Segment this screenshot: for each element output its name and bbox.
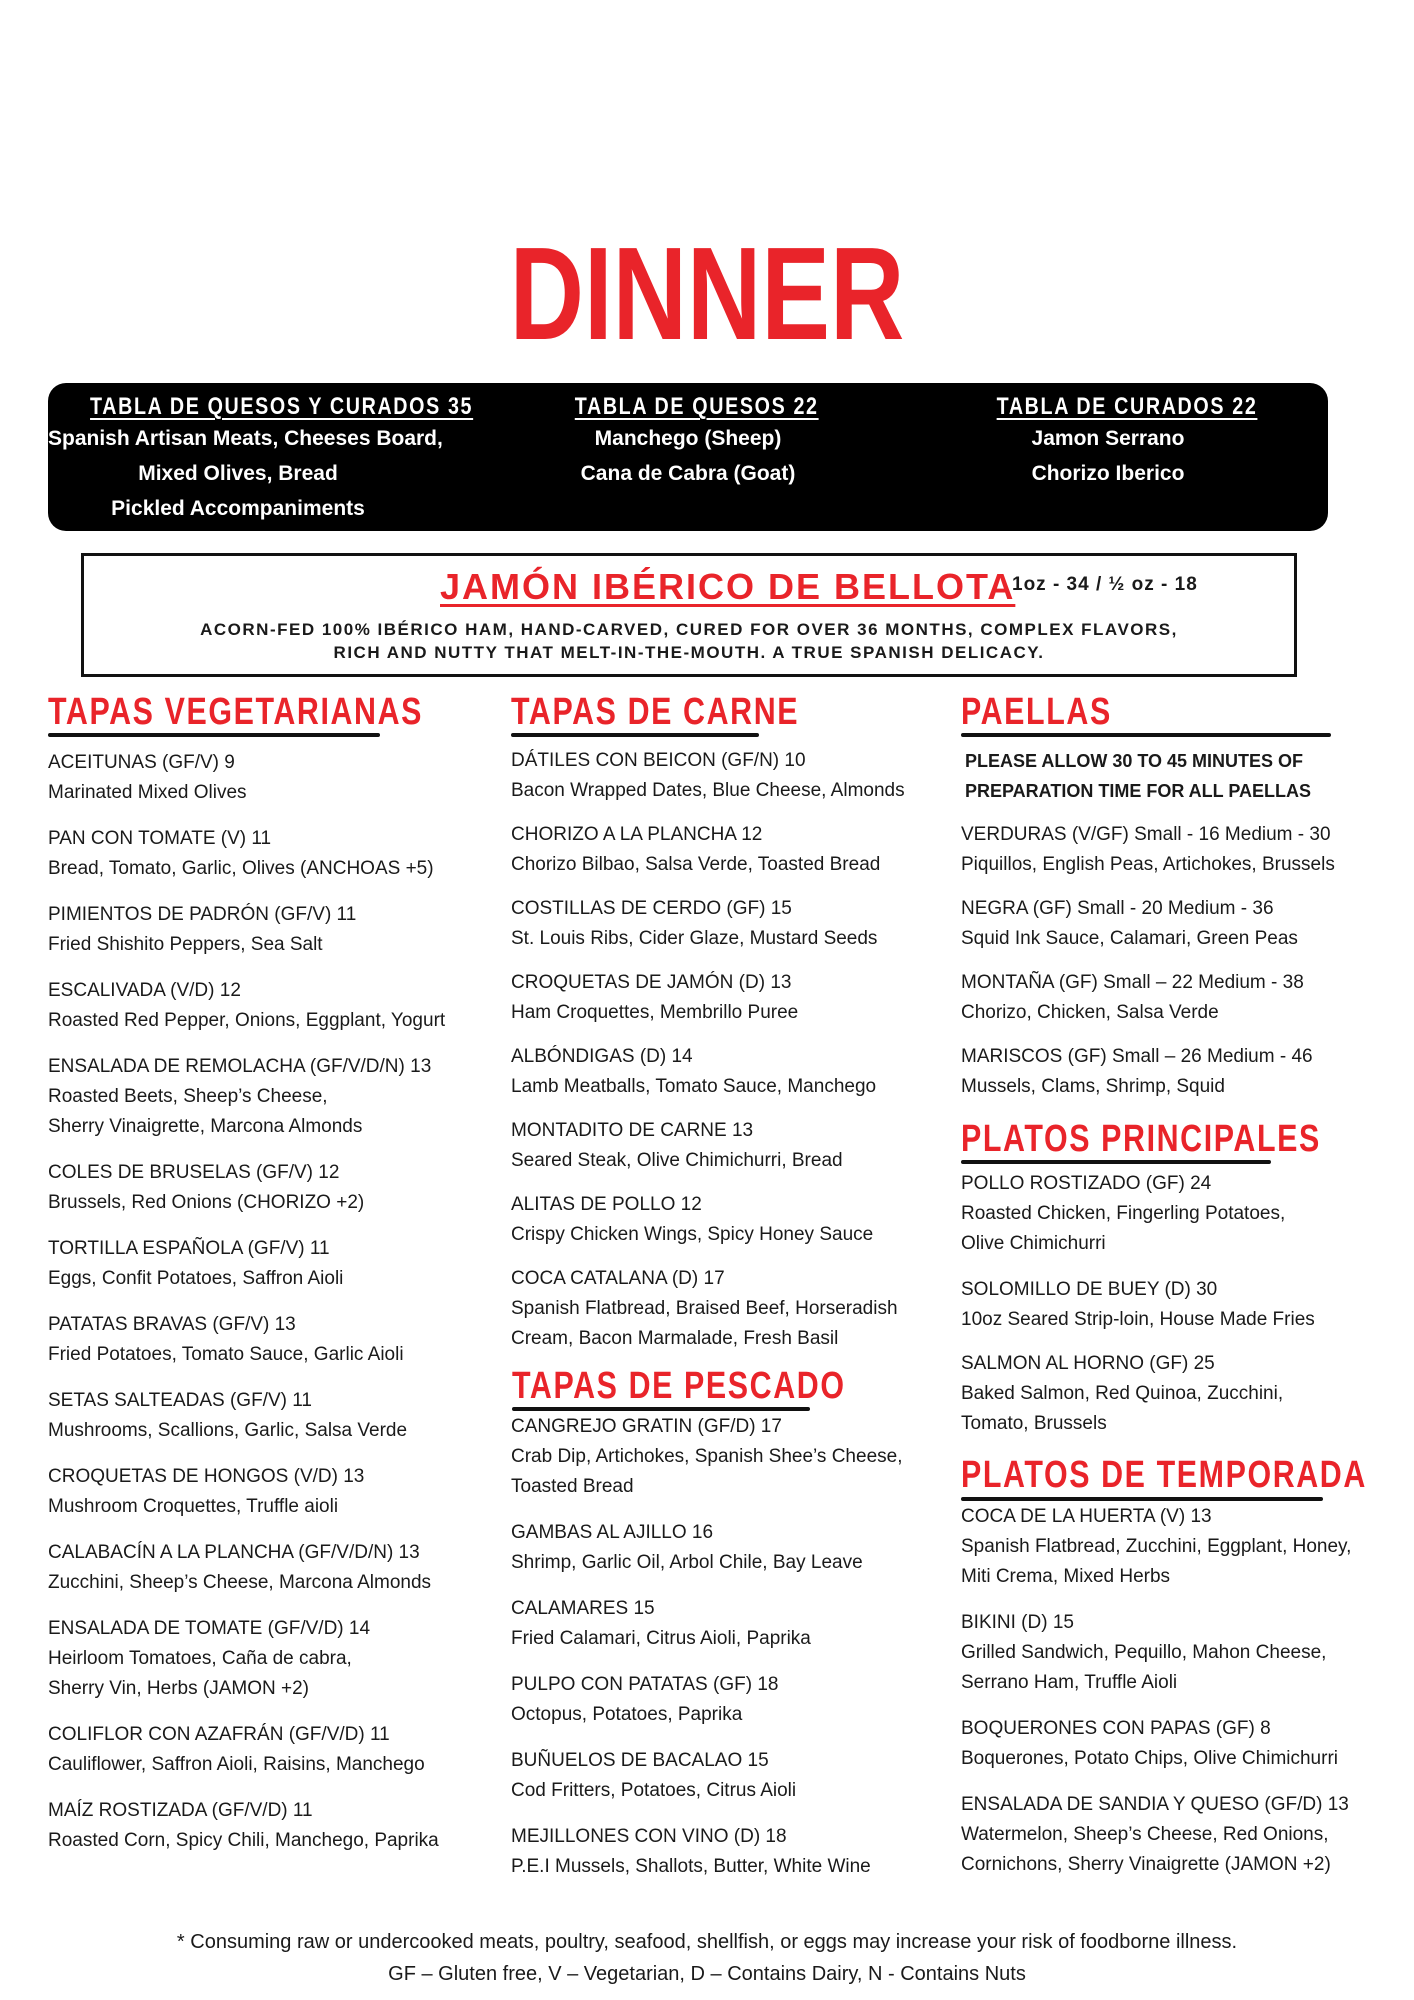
menu-item [511,1594,811,1654]
menu-item-description: Bread, Tomato, Garlic, Olives (ANCHOAS +5) [48,858,434,879]
menu-item-name: PATATAS BRAVAS (GF/V) 13 [48,1314,296,1335]
menu-item [48,1538,431,1598]
menu-item-name: TORTILLA ESPAÑOLA (GF/V) 11 [48,1238,330,1259]
menu-item-description: Cod Fritters, Potatoes, Citrus Aioli [511,1780,797,1801]
board-line: Mixed Olives, Bread [138,462,338,485]
menu-item [511,1518,863,1578]
menu-item-description: Fried Potatoes, Tomato Sauce, Garlic Aioli [48,1344,404,1365]
menu-item-description: Mushroom Croquettes, Truffle aioli [48,1496,339,1517]
menu-item [48,1386,407,1446]
menu-item [961,968,1304,1028]
menu-item-description: Marinated Mixed Olives [48,782,247,803]
menu-item-name: ENSALADA DE SANDIA Y QUESO (GF/D) 13 [961,1794,1349,1815]
board-curados [968,393,1258,491]
menu-item [48,976,445,1036]
board-heading: TABLA DE QUESOS 22 [574,393,819,420]
menu-item [48,748,247,808]
menu-item-description: Chorizo Bilbao, Salsa Verde, Toasted Bread [511,854,881,875]
menu-item-description: Boquerones, Potato Chips, Olive Chimichurri [961,1748,1339,1769]
menu-item-name: PULPO CON PATATAS (GF) 18 [511,1674,779,1695]
menu-item-description: Toasted Bread [511,1476,634,1497]
menu-item-description: Watermelon, Sheep’s Cheese, Red Onions, [961,1824,1329,1845]
board-quesos-y-curados [48,393,474,526]
menu-item-description: Chorizo, Chicken, Salsa Verde [961,1002,1219,1023]
menu-item-description: Heirloom Tomatoes, Caña de cabra, [48,1648,352,1669]
menu-item-description: Olive Chimichurri [961,1233,1106,1254]
paellas-note-line: PREPARATION TIME FOR ALL PAELLAS [965,781,1311,801]
boards-banner [48,383,1328,531]
jamon-desc-line: RICH AND NUTTY THAT MELT-IN-THE-MOUTH. A TRUE SPANISH DELICACY. [333,643,1045,662]
menu-item-description: Roasted Red Pepper, Onions, Eggplant, Yogurt [48,1010,446,1031]
menu-item-name: SALMON AL HORNO (GF) 25 [961,1353,1215,1374]
menu-item-description: Zucchini, Sheep’s Cheese, Marcona Almonds [48,1572,432,1593]
section-rule [961,1160,1271,1164]
menu-item-description: Sherry Vinaigrette, Marcona Almonds [48,1116,363,1137]
menu-item-description: Cornichons, Sherry Vinaigrette (JAMON +2) [961,1854,1331,1875]
menu-item-name: COCA CATALANA (D) 17 [511,1268,725,1289]
menu-item-description: Lamb Meatballs, Tomato Sauce, Manchego [511,1076,877,1097]
menu-item-description: Baked Salmon, Red Quinoa, Zucchini, [961,1383,1284,1404]
menu-item-name: COSTILLAS DE CERDO (GF) 15 [511,898,792,919]
menu-item-description: Mushrooms, Scallions, Garlic, Salsa Verde [48,1420,408,1441]
menu-item [961,1608,1326,1698]
section-heading-pescado: TAPAS DE PESCADO [512,1365,846,1407]
menu-item [511,894,877,954]
menu-item-description: Bacon Wrapped Dates, Blue Cheese, Almonds [511,780,905,801]
menu-item-name: PIMIENTOS DE PADRÓN (GF/V) 11 [48,904,357,925]
menu-item [511,1042,876,1102]
menu-item [48,1796,439,1856]
page-title: DINNER [509,220,905,367]
menu-item [48,1720,425,1780]
section-heading-principales: PLATOS PRINCIPALES [961,1118,1321,1160]
menu-item-name: MONTAÑA (GF) Small – 22 Medium - 38 [961,972,1304,993]
menu-item-description: Cream, Bacon Marmalade, Fresh Basil [511,1328,839,1349]
menu-item-description: Crispy Chicken Wings, Spicy Honey Sauce [511,1224,874,1245]
menu-item [511,1670,778,1730]
menu-item [48,1052,431,1142]
menu-item-description: Roasted Beets, Sheep’s Cheese, [48,1086,328,1107]
menu-item-description: Serrano Ham, Truffle Aioli [961,1672,1178,1693]
menu-item-description: Roasted Chicken, Fingerling Potatoes, [961,1203,1286,1224]
menu-item [48,1614,370,1704]
board-line: Chorizo Iberico [1031,462,1185,485]
jamon-price: 1oz - 34 / ½ oz - 18 [1012,574,1198,595]
menu-item-description: St. Louis Ribs, Cider Glaze, Mustard Seeds [511,928,878,949]
section-rule [512,1407,810,1411]
menu-item-description: P.E.I Mussels, Shallots, Butter, White Wine [511,1856,871,1877]
menu-item [961,1502,1351,1592]
menu-item-description: Fried Shishito Peppers, Sea Salt [48,934,323,955]
section-rule [961,1497,1323,1501]
menu-item-description: Fried Calamari, Citrus Aioli, Paprika [511,1628,811,1649]
menu-item-name: SETAS SALTEADAS (GF/V) 11 [48,1390,312,1411]
menu-item [511,1746,796,1806]
menu-item [511,1116,843,1176]
section-rule [961,733,1331,737]
menu-item-description: Ham Croquettes, Membrillo Puree [511,1002,799,1023]
menu-item [511,1190,873,1250]
menu-item [961,820,1335,880]
menu-item [511,1822,871,1882]
menu-item-name: ESCALIVADA (V/D) 12 [48,980,241,1001]
menu-item-name: DÁTILES CON BEICON (GF/N) 10 [511,750,806,771]
menu-item-name: BIKINI (D) 15 [961,1612,1074,1633]
menu-item-name: MEJILLONES CON VINO (D) 18 [511,1826,787,1847]
menu-item-description: Brussels, Red Onions (CHORIZO +2) [48,1192,365,1213]
menu-item [961,1714,1338,1774]
menu-item-name: ALBÓNDIGAS (D) 14 [511,1046,693,1067]
menu-item-description: Seared Steak, Olive Chimichurri, Bread [511,1150,843,1171]
section-rule [511,733,759,737]
menu-item-name: BOQUERONES CON PAPAS (GF) 8 [961,1718,1271,1739]
menu-item-description: Shrimp, Garlic Oil, Arbol Chile, Bay Leave [511,1552,863,1573]
menu-item [48,1158,364,1218]
menu-item-name: SOLOMILLO DE BUEY (D) 30 [961,1279,1218,1300]
menu-item-description: Squid Ink Sauce, Calamari, Green Peas [961,928,1298,949]
menu-item-name: COCA DE LA HUERTA (V) 13 [961,1506,1212,1527]
board-heading: TABLA DE QUESOS Y CURADOS 35 [90,393,474,420]
jamon-title: JAMÓN IBÉRICO DE BELLOTA [440,566,1016,607]
board-heading: TABLA DE CURADOS 22 [996,393,1258,420]
board-line: Cana de Cabra (Goat) [580,462,796,485]
menu-item-name: COLES DE BRUSELAS (GF/V) 12 [48,1162,340,1183]
menu-item-name: MARISCOS (GF) Small – 26 Medium - 46 [961,1046,1313,1067]
menu-item [48,824,434,884]
menu-item-description: Piquillos, English Peas, Artichokes, Brussels [961,854,1335,875]
menu-item-name: ENSALADA DE TOMATE (GF/V/D) 14 [48,1618,371,1639]
menu-item-name: CROQUETAS DE JAMÓN (D) 13 [511,972,792,993]
footer-legend: GF – Gluten free, V – Vegetarian, D – Contains Dairy, N - Contains Nuts [388,1963,1026,1985]
menu-item-description: Sherry Vin, Herbs (JAMON +2) [48,1678,309,1699]
board-line: Manchego (Sheep) [594,427,782,450]
board-quesos [548,393,828,491]
menu-item-description: Mussels, Clams, Shrimp, Squid [961,1076,1225,1097]
jamon-desc-line: ACORN-FED 100% IBÉRICO HAM, HAND-CARVED, CURED FOR OVER 36 MONTHS, COMPLEX FLAVORS, [200,620,1178,639]
menu-item-description: Tomato, Brussels [961,1413,1107,1434]
board-line: Jamon Serrano [1031,427,1185,450]
section-heading-paellas: PAELLAS [961,691,1112,733]
menu-item [961,894,1298,954]
menu-item [48,900,356,960]
menu-item-name: MONTADITO DE CARNE 13 [511,1120,754,1141]
menu-item-name: VERDURAS (V/GF) Small - 16 Medium - 30 [961,824,1331,845]
menu-item-name: CHORIZO A LA PLANCHA 12 [511,824,763,845]
menu-item-name: NEGRA (GF) Small - 20 Medium - 36 [961,898,1274,919]
menu-item-description: Roasted Corn, Spicy Chili, Manchego, Paprika [48,1830,439,1851]
menu-item [961,1169,1285,1259]
menu-item-description: Miti Crema, Mixed Herbs [961,1566,1171,1587]
paellas-note-line: PLEASE ALLOW 30 TO 45 MINUTES OF [965,751,1304,771]
footer-warning: * Consuming raw or undercooked meats, poultry, seafood, shellfish, or eggs may increase your risk of foodborne illness. [176,1931,1238,1953]
menu-item [511,1264,898,1354]
menu-item [48,1310,404,1370]
board-line: Spanish Artisan Meats, Cheeses Board, [48,427,443,450]
menu-item [48,1234,343,1294]
menu-item-name: POLLO ROSTIZADO (GF) 24 [961,1173,1212,1194]
menu-item-description: Eggs, Confit Potatoes, Saffron Aioli [48,1268,344,1289]
jamon-description [84,618,1294,664]
menu-item-description: Spanish Flatbread, Zucchini, Eggplant, Honey, [961,1536,1352,1557]
menu-item-name: ACEITUNAS (GF/V) 9 [48,752,235,773]
menu-item-name: COLIFLOR CON AZAFRÁN (GF/V/D) 11 [48,1724,390,1745]
section-heading-temporada: PLATOS DE TEMPORADA [961,1454,1367,1496]
menu-item [511,820,880,880]
menu-item-name: CANGREJO GRATIN (GF/D) 17 [511,1416,782,1437]
menu-item [961,1042,1313,1102]
section-heading-carne: TAPAS DE CARNE [511,691,800,733]
menu-item [511,968,798,1028]
menu-item-description: Grilled Sandwich, Pequillo, Mahon Cheese, [961,1642,1327,1663]
menu-item-name: GAMBAS AL AJILLO 16 [511,1522,714,1543]
menu-item-name: CALABACÍN A LA PLANCHA (GF/V/D/N) 13 [48,1542,420,1563]
jamon-iberico-box [81,553,1297,677]
menu-item-description: Octopus, Potatoes, Paprika [511,1704,743,1725]
menu-item-name: ENSALADA DE REMOLACHA (GF/V/D/N) 13 [48,1056,432,1077]
menu-item-name: ALITAS DE POLLO 12 [511,1194,702,1215]
menu-item-name: CALAMARES 15 [511,1598,655,1619]
menu-item-name: CROQUETAS DE HONGOS (V/D) 13 [48,1466,365,1487]
paellas-note [965,746,1311,806]
menu-item-name: MAÍZ ROSTIZADA (GF/V/D) 11 [48,1800,313,1821]
menu-item [961,1275,1315,1335]
menu-item-description: Crab Dip, Artichokes, Spanish Shee’s Cheese, [511,1446,903,1467]
menu-item [961,1790,1349,1880]
menu-item-description: 10oz Seared Strip-loin, House Made Fries [961,1309,1315,1330]
section-rule [48,733,380,737]
menu-item [961,1349,1283,1439]
board-line: Pickled Accompaniments [111,497,365,520]
menu-item [511,746,905,806]
menu-item [48,1462,364,1522]
section-heading-vegetarianas: TAPAS VEGETARIANAS [48,691,424,733]
menu-item-name: PAN CON TOMATE (V) 11 [48,828,272,849]
menu-item-description: Spanish Flatbread, Braised Beef, Horseradish [511,1298,898,1319]
menu-item-name: BUÑUELOS DE BACALAO 15 [511,1750,769,1771]
menu-item [511,1412,902,1502]
menu-item-description: Cauliflower, Saffron Aioli, Raisins, Manchego [48,1754,425,1775]
